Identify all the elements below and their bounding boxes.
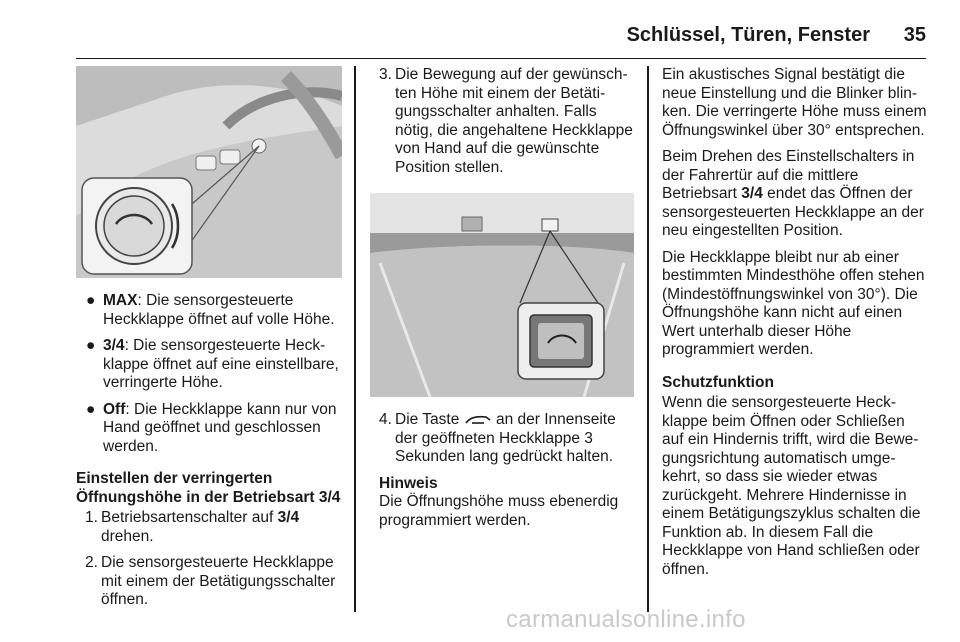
step-4: 4. Die Taste an der Innenseite der geöffneten Heckklappe 3 Sekunden lang gedrückt halten. (379, 411, 616, 465)
paragraph-switch: Beim Drehen des Einstellschalters in der Fahrertür auf die mittlere Betriebsart 3/4 endet das Öffnen der sensorgesteuerten Heckklappe an der neu eingestellten Position. (662, 148, 924, 239)
tailgate-button-illustration (370, 193, 634, 397)
paragraph-signal: Ein akustisches Signal bestätigt die neue Einstellung und die Blinker blinken. Die verringerte Höhe muss einem Öffnungswinkel über 30° entsprechen. (662, 66, 927, 139)
mode-off-text: : Die Heckklappe kann nur von Hand geöffnet und geschlossen werden. (103, 400, 337, 455)
step-1: 1. Betriebsartenschalter auf 3/4 drehen. (85, 509, 300, 545)
step-2: 2. Die sensorgesteuerte Heckklappe mit einem der Betätigungsschalter öffnen. (85, 554, 336, 608)
step-3: 3. Die Bewegung auf der gewünschten Höhe mit einem der Betätigungsschalter anhalten. Falls nötig, die angehaltene Heckklappe von Hand auf die gewünschte Position stellen. (379, 66, 633, 176)
mode-max-label: MAX (103, 292, 138, 309)
column-3 (662, 66, 928, 587)
paragraph-protection: Wenn die sensorgesteuerte Heckklappe beim Öffnen oder Schließen auf ein Hindernis trifft, wird die Bewegungsrichtung automatisch umgekehrt, so dass sie wieder etwas zurückgeht. Mehrere Hindernisse in einem Betätigungszyklus schalten die Funktion ab. In diesem Fall die Heckklappe von Hand schließen oder öffnen. (662, 394, 921, 578)
mode-34-label: 3/4 (103, 337, 125, 354)
column-2 (370, 66, 634, 530)
mode-max-text: : Die sensorgesteuerte Heckklappe öffnet auf volle Höhe. (103, 292, 335, 328)
page-title: Schlüssel, Türen, Fenster (626, 24, 870, 46)
mode-34-text: : Die sensorgesteuerte Heckklappe öffnet auf eine einstellbare, verringerte Höhe. (103, 337, 339, 391)
note-title: Hinweis (379, 474, 438, 492)
watermark: carmanualsonline.info (506, 606, 746, 633)
page-header (76, 0, 926, 59)
list-item: ● 3/4: Die sensorgesteuerte Heckklappe öffnet auf eine einstellbare, verringerte Höhe. (86, 337, 339, 391)
column-divider-2 (647, 66, 649, 612)
mode-off-label: Off (103, 400, 126, 418)
page-number: 35 (903, 24, 926, 46)
list-item: ● MAX: Die sensorgesteuerte Heckklappe öffnet auf volle Höhe. (86, 292, 335, 328)
tailgate-icon (464, 414, 492, 426)
list-item: ● Off: Die Heckklappe kann nur von Hand geöffnet und geschlossen werden. (86, 400, 337, 455)
column-divider-1 (354, 66, 356, 612)
section-heading: Einstellen der verringerten Öffnungshöhe in der Betriebsart 3/4 (76, 470, 341, 506)
note-text: Die Öffnungshöhe muss ebenerdig programmiert werden. (379, 493, 619, 529)
column-1 (76, 66, 342, 618)
paragraph-min-height: Die Heckklappe bleibt nur ab einer bestimmten Mindesthöhe offen stehen (Mindestöffnungswinkel von 30°). Die Öffnungshöhe kann nicht auf einen Wert unterhalb dieser Höhe programmiert werden. (662, 248, 925, 358)
section-heading-protection: Schutzfunktion (662, 373, 774, 391)
door-switch-illustration (76, 66, 342, 278)
